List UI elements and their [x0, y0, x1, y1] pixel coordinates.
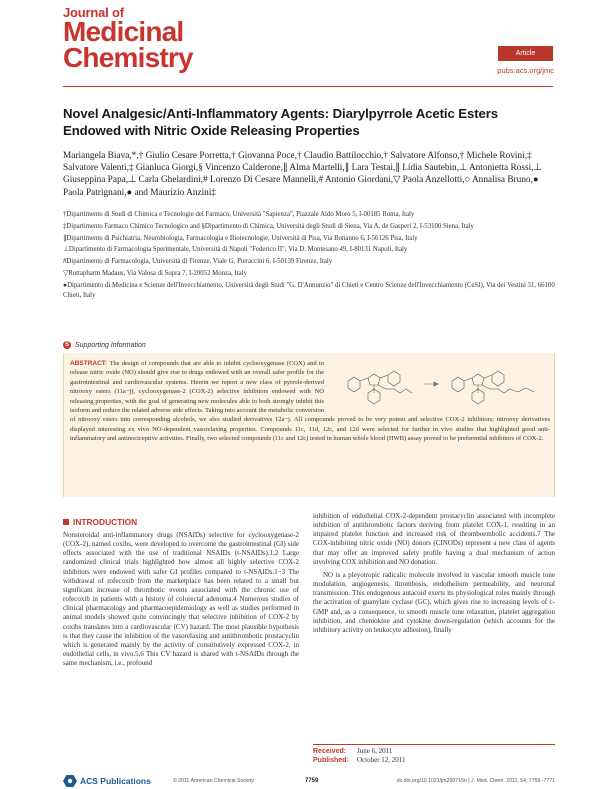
author-name: Salvatore Alfonso,†	[390, 151, 465, 161]
abstract-body: The design of compounds that are able to inhibit cyclooxygenase (COX) and to release nitric oxide (NO) should give rise to drugs endowed with an overall safer profile for the gastrointestinal and cardiovascular systems. Herein we report a new class of pyrrole-derived nitrooxy esters (11a−j), cyclooxygenase-2 (COX-2) selective inhibitors endowed with NO releasing properties, with the goal of generating new molecules able to both strongly inhibit this isoform and reduce the related adverse side effects. Taking into account the metabolic conversion of nitrooxy esters into corresponding alcohols, we also studied derivatives 12a−j. All compounds proved to be very potent and selective COX-2 inhibitors; nitrooxy derivatives displayed interesting ex vivo NO-dependent vasorelaxing properties. Compounds 11c, 11d, 12c, and 12d were selected for further in vivo studies that highlighted good anti-inflammatory and antinociceptive activities. Finally, two selected compounds (11c and 12c) tested in human whole blood (HWB) assay proved to be preferential inhibitors of COX-2.	[70, 360, 550, 443]
journal-logo	[63, 6, 193, 71]
author-list	[63, 150, 558, 199]
journal-logo-line1: Journal of	[63, 5, 124, 20]
author-name: and Maurizio Anzini‡	[134, 187, 217, 198]
author-name: Vincenzo Calderone,∥	[205, 163, 288, 174]
author-name: Lidia Sautebin,⊥	[402, 163, 468, 174]
intro-paragraph-2: inhibition of endothelial COX-2-dependent prostacyclin associated with incomplete inhibition of antithrombotic factors deriving from platelet COX-1, resulting in an impaired platelet function and increased risk of thromboembolic accidents.7 The COX-inhibiting nitric oxide (NO) donors (CINODs) represent a new class of agents that may offer an improved safety profile having a dual mechanism of action involving COX inhibition and NO donation.	[313, 512, 555, 566]
received-date: June 6, 2011	[357, 747, 393, 755]
author-name: Paola Patrignani,●	[63, 187, 133, 198]
author-name: Alma Martelli,∥	[289, 163, 350, 174]
affiliation-item: #Dipartimento di Farmacologia, Università di Firenze, Viale G. Pieraccini 6, I-50139 Firenze, Italy	[63, 258, 333, 266]
author-name: Salvatore Valenti,‡	[63, 163, 134, 174]
intro-paragraph-1: Nonsteroidal anti-inflammatory drugs (NSAIDs) selective for cyclooxygenase-2 (COX-2), named coxibs, were developed to overcome the gastrointestinal (GI) side effects associated with the use of traditional NSAIDs (t-NSAIDs).1,2 Large randomized clinical trials highlighted how almost all highly selective COX-2 inhibitors were endowed with safer GI profiles compared to t-NSAIDs.1−3 The withdrawal of rofecoxib from the marketplace has been related to a small but significant increase of thrombotic events associated with the chronic use of rofecoxib in patients with a history of colorectal adenoma.4 Numerous studies of clinical pharmacology and pharmacoepidemiology as well as studies performed in animal models showed quite convincingly that selective inhibition of COX-2 by coxibs translates into a cardiovascular (CV) hazard. The most plausible hypothesis is that they cause the inhibition of the vasorelaxing and antithrombotic prostacyclin which is generated mainly by the activity of constitutively expressed COX-2, in endothelial cells, in vivo.5,6 This CV hazard is shared with t-NSAIDs through the same mechanism, i.e., profound	[63, 531, 299, 668]
doi-link[interactable]: dx.doi.org/10.1021/jm200715n | J. Med. Chem. 2011, 54, 7759−7771	[396, 778, 555, 784]
affiliation-list	[63, 210, 558, 300]
acs-publications-label: ACS Publications	[80, 776, 151, 786]
publication-dates	[313, 747, 406, 765]
abstract-text	[70, 359, 550, 444]
author-name: Carla Ghelardini,#	[138, 175, 208, 186]
introduction-right-column	[313, 512, 555, 635]
abstract-label: ABSTRACT:	[70, 360, 108, 367]
author-name: Mariangela Biava,*,†	[63, 151, 144, 161]
introduction-heading	[63, 517, 137, 527]
supporting-info-icon: S	[64, 342, 69, 348]
journal-logo-line3: Chemistry	[63, 41, 193, 73]
author-name: Giulio Cesare Porretta,†	[145, 151, 236, 161]
supporting-information-link[interactable]	[63, 341, 146, 349]
published-label: Published:	[313, 757, 349, 764]
header-divider	[63, 86, 553, 87]
dates-divider	[313, 744, 555, 745]
abstract-box	[63, 353, 555, 497]
author-name: Antonio Giordani,▽	[324, 175, 401, 186]
page-number: 7759	[305, 778, 319, 784]
article-type-badge: Article	[498, 46, 553, 61]
author-name: Giuseppina Papa,⊥	[63, 175, 137, 186]
author-name: Lara Testai,∥	[351, 163, 400, 174]
author-name: Giovanna Poce,†	[238, 151, 302, 161]
toc-graphic-structures	[332, 359, 550, 409]
introduction-heading-label: INTRODUCTION	[73, 517, 138, 527]
copyright-notice: © 2011 American Chemical Society	[173, 778, 254, 784]
affiliation-item: ‡Dipartimento Farmaco Chimico Tecnologico and §Dipartimento di Chimica, Università degli Studi di Siena, Via A. de Gasperi 2, I-53100 Siena, Italy	[63, 222, 474, 230]
affiliation-item: ∥Dipartimento di Psichiatria, Neurobiologia, Farmacologia e Biotecnologie, Università di Pisa, Via Bonanno 6, I-56126 Pisa, Italy	[63, 234, 418, 242]
section-bullet-icon	[63, 519, 69, 525]
intro-paragraph-3: NO is a pleyotropic radicalic molecule involved in vascular smooth muscle tone modulation, angiogenesis, thrombosis, endothelium permeability, and neuronal transmission. This endogenous autacoid exerts its physiological roles mainly through the activation of guanylate cyclase (GC), which gives rise to increasing levels of c-GMP and, as a consequence, to smooth muscle tone relaxation, platelet aggregation inhibition, and chemokine and cytokine down-regulation (which accounts for the inhibitory activity on leukocyte adhesion), finally	[313, 570, 555, 634]
supporting-info-label: Supporting Information	[75, 341, 146, 349]
affiliation-item: ⊥Dipartimento di Farmacologia Sperimentale, Università di Napoli "Federico II", Via D. Montesano 49, I-80131 Napoli, Italy	[63, 246, 408, 254]
received-label: Received:	[313, 748, 347, 755]
author-name: Annalisa Bruno,●	[471, 175, 539, 186]
journal-logo-line2: Medicinal	[63, 16, 184, 47]
author-name: Claudio Battilocchio,†	[303, 151, 389, 161]
page-footer	[63, 774, 555, 788]
article-title: Novel Analgesic/Anti-Inflammatory Agents: Diarylpyrrole Acetic Esters Endowed with Nitric Oxide Releasing Properties	[63, 106, 499, 138]
journal-url-link[interactable]: pubs.acs.org/jmc	[497, 66, 554, 75]
introduction-left-column	[63, 531, 299, 668]
author-name: Michele Rovini,‡	[466, 151, 532, 161]
affiliation-item: ●Dipartimento di Medicina e Scienze dell'Invecchiamento, Università degli Studi "G. D'Annunzio" di Chieti e Centro Scienze dell'Invecchiamento (CeSI), Via dei Vestini 31, 66100 Chieti, Italy	[63, 281, 555, 299]
author-name: Lorenzo Di Cesare Mannelli,#	[210, 175, 324, 186]
published-date: October 12, 2011	[357, 756, 406, 764]
author-name: Gianluca Giorgi,§	[135, 163, 203, 174]
affiliation-item: ▽Rottapharm Madaus, Via Valosa di Sopra 7, I-20052 Monza, Italy	[63, 269, 247, 277]
acs-publications-logo[interactable]	[63, 775, 173, 787]
acs-hexagon-icon	[63, 775, 77, 787]
affiliation-item: †Dipartimento di Studi di Chimica e Tecnologie del Farmaco, Università "Sapienza", Piazzale Aldo Moro 5, I-00185 Roma, Italy	[63, 211, 415, 218]
author-name: Antonietta Rossi,⊥	[468, 163, 542, 174]
author-name: Paola Anzellotti,○	[402, 175, 471, 186]
